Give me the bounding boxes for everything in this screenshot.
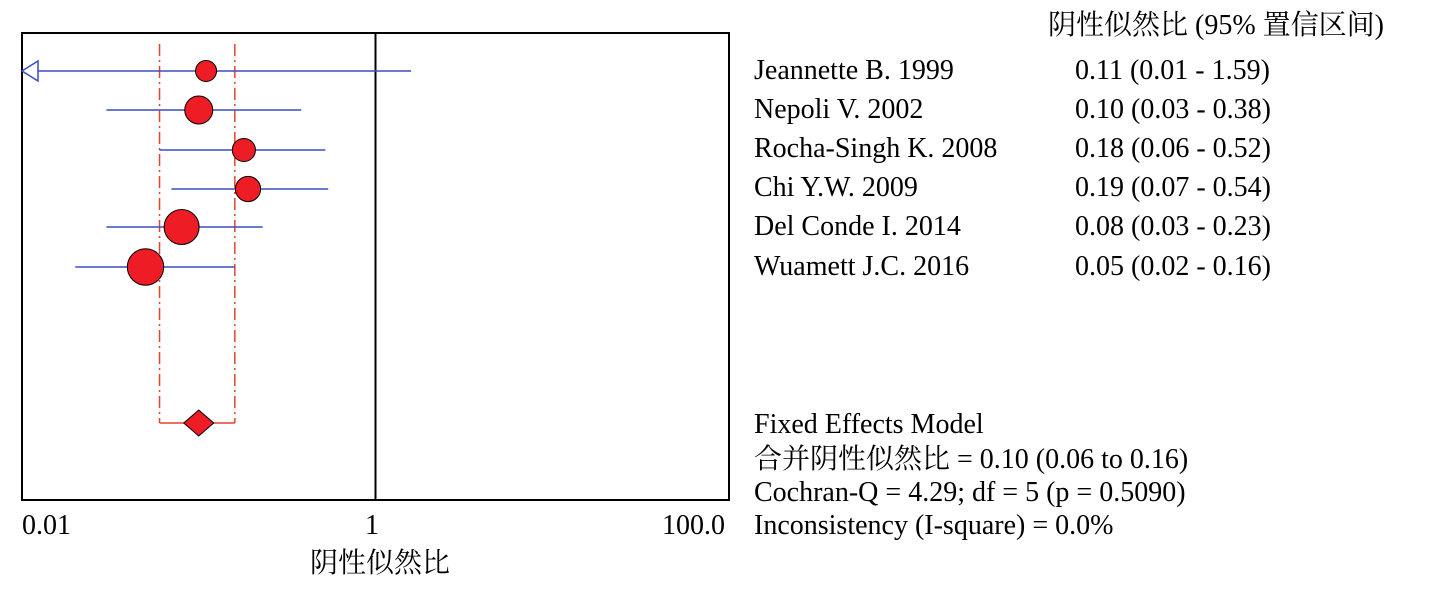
x-tick-label: 100.0 — [662, 510, 725, 541]
study-point — [185, 96, 213, 124]
study-ci: 0.05 (0.02 - 0.16) — [1075, 251, 1271, 282]
study-name: Del Conde I. 2014 — [754, 211, 961, 242]
study-ci: 0.19 (0.07 - 0.54) — [1075, 172, 1271, 203]
pooled-estimate-text: 合并阴性似然比 = 0.10 (0.06 to 0.16) — [754, 444, 1189, 475]
study-ci: 0.10 (0.03 - 0.38) — [1075, 94, 1271, 125]
inconsistency-text: Inconsistency (I-square) = 0.0% — [754, 510, 1114, 541]
model-title: Fixed Effects Model — [754, 409, 984, 440]
x-tick-label: 1 — [365, 510, 379, 541]
study-point — [164, 210, 199, 245]
study-name: Chi Y.W. 2009 — [754, 172, 918, 203]
study-name: Nepoli V. 2002 — [754, 94, 924, 125]
study-point — [232, 138, 255, 161]
study-ci: 0.11 (0.01 - 1.59) — [1075, 55, 1270, 86]
truncation-arrow — [22, 61, 38, 81]
study-point — [235, 176, 260, 201]
heterogeneity-text: Cochran-Q = 4.29; df = 5 (p = 0.5090) — [754, 477, 1186, 508]
study-name: Jeannette B. 1999 — [754, 55, 954, 86]
study-name: Wuamett J.C. 2016 — [754, 251, 970, 282]
study-point — [196, 61, 217, 82]
x-axis-label: 阴性似然比 — [310, 548, 451, 579]
x-tick-label: 0.01 — [22, 510, 71, 541]
study-name: Rocha-Singh K. 2008 — [754, 133, 998, 164]
study-point — [127, 249, 163, 285]
pooled-diamond — [184, 410, 214, 436]
study-ci: 0.18 (0.06 - 0.52) — [1075, 133, 1271, 164]
column-header: 阴性似然比 (95% 置信区间) — [1048, 10, 1384, 41]
study-ci: 0.08 (0.03 - 0.23) — [1075, 211, 1271, 242]
